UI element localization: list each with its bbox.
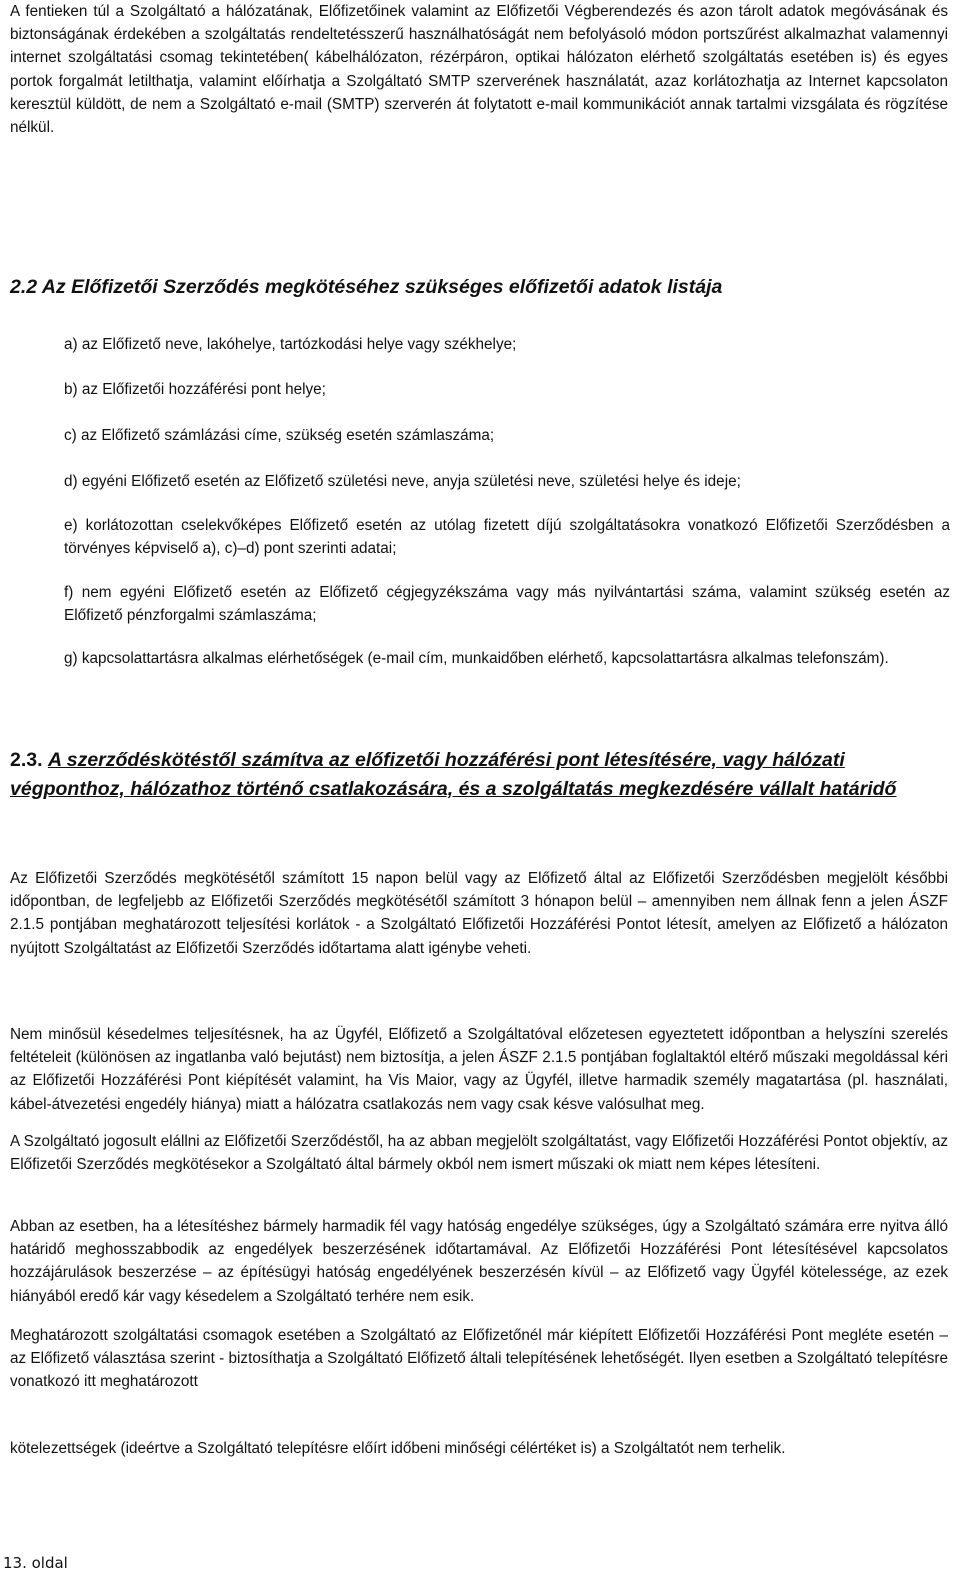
list-item-d: d) egyéni Előfizető esetén az Előfizető születési neve, anyja születési neve, születési helye és ideje;	[64, 473, 741, 490]
list-item-b: b) az Előfizetői hozzáférési pont helye;	[64, 381, 326, 398]
page-number: 13. oldal	[3, 1554, 68, 1572]
list-item-f: f) nem egyéni Előfizető esetén az Előfizető cégjegyzékszáma vagy más nyilvántartási száma, valamint szükség esetén az Előfizető pénzforgalmi számlaszáma;	[64, 584, 950, 625]
section-2-2-title: Az Előfizetői Szerződés megkötéséhez szükséges előfizetői adatok listája	[41, 276, 723, 298]
list-item-e: e) korlátozottan cselekvőképes Előfizető esetén az utólag fizetett díjú szolgáltatásokra vonatkozó Előfizetői Szerződésben a törvényes képviselő a), c)–d) pont szerinti adatai;	[64, 517, 950, 558]
section-2-3-paragraph-2: Nem minősül késedelmes teljesítésnek, ha az Ügyfél, Előfizető a Szolgáltatóval előzetesen egyeztetett időpontban a helyszíni szerelés feltételeit (különösen az ingatlanba való bejutást) nem biztosítja, a jelen ÁSZF 2.1.5 pontjában foglaltaktól eltérő műszaki megoldással kéri az Előfizetői Hozzáférési Pont kiépítését valamint, ha Vis Maior, vagy az Ügyfél, illetve harmadik személy magatartása (pl. használati, kábel-átvezetési engedély hiánya) miatt a hálózatra csatlakozás nem vagy csak késve valósulhat meg.	[10, 1026, 948, 1113]
section-2-3-paragraph-6: kötelezettségek (ideértve a Szolgáltató telepítésre előírt időbeni minőségi célértéket is) a Szolgáltatót nem terhelik.	[10, 1440, 786, 1457]
section-2-2-number: 2.2	[10, 276, 38, 298]
section-2-3-paragraph-5: Meghatározott szolgáltatási csomagok esetében a Szolgáltató az Előfizetőnél már kiépített Előfizetői Hozzáférési Pont megléte esetén – az Előfizető választása szerint - biztosíthatja a Szolgáltató Előfizető általi telepítésének lehetőségét. Ilyen esetben a Szolgáltató telepítésre vonatkozó itt meghatározott	[10, 1327, 948, 1391]
section-2-2-heading	[10, 273, 722, 301]
section-2-3-heading	[10, 746, 950, 803]
section-2-3-paragraph-4: Abban az esetben, ha a létesítéshez bármely harmadik fél vagy hatóság engedélye szükséges, úgy a Szolgáltató számára erre nyitva álló határidő meghosszabbodik az engedélyek beszerzésének időtartamával. Az Előfizetői Hozzáférési Pont létesítésével kapcsolatos hozzájárulások beszerzése – az építésügyi hatóság engedélyének beszerzésén kívül – az Előfizető vagy Ügyfél kötelessége, az ezek hiányából eredő kár vagy késedelem a Szolgáltató terhére nem esik.	[10, 1218, 948, 1305]
section-2-3-number: 2.3.	[10, 749, 43, 771]
list-item-a: a) az Előfizető neve, lakóhelye, tartózkodási helye vagy székhelye;	[64, 336, 517, 353]
section-2-3-paragraph-1: Az Előfizetői Szerződés megkötésétől számított 15 napon belül vagy az Előfizető által az Előfizetői Szerződésben megjelölt későbbi időpontban, de legfeljebb az Előfizetői Szerződés megkötésétől számított 3 hónapon belül – amennyiben nem állnak fenn a jelen ÁSZF 2.1.5 pontjában meghatározott teljesítési korlátok - a Szolgáltató Előfizetői Hozzáférési Pontot létesít, amelyen az Előfizető a hálózaton nyújtott Szolgáltatást az Előfizetői Szerződés időtartama alatt igénybe veheti.	[10, 870, 948, 957]
list-item-g: g) kapcsolattartásra alkalmas elérhetőségek (e-mail cím, munkaidőben elérhető, kapcsolattartásra alkalmas telefonszám).	[64, 650, 889, 667]
list-item-c: c) az Előfizető számlázási címe, szükség esetén számlaszáma;	[64, 427, 495, 444]
section-2-3-title: A szerződéskötéstől számítva az előfizetői hozzáférési pont létesítésére, vagy hálózati végponthoz, hálózathoz történő csatlakozására, és a szolgáltatás megkezdésére vállalt határidő	[10, 749, 897, 800]
intro-paragraph: A fentieken túl a Szolgáltató a hálózatának, Előfizetőinek valamint az Előfizetői Végberendezés és azon tárolt adatok megóvásának és biztonságának érdekében a szolgáltatás rendeltetésszerű használhatóságát nem befolyásoló módon portszűrést alkalmazhat valamennyi internet szolgáltatási csomag tekintetében( kábelhálózaton, rézérpáron, optikai hálózaton elérhető szolgáltatás esetében is) és egyes portok forgalmát letilthatja, valamint előírhatja a Szolgáltató SMTP szerverének használatát, azaz korlátozhatja az Internet kapcsolaton keresztül küldött, de nem a Szolgáltató e-mail (SMTP) szerverén át folytatott e-mail kommunikációt annak tartalmi vizsgálata és rögzítése nélkül.	[10, 3, 948, 137]
section-2-3-paragraph-3: A Szolgáltató jogosult elállni az Előfizetői Szerződéstől, ha az abban megjelölt szolgáltatást, vagy Előfizetői Hozzáférési Pontot objektív, az Előfizetői Szerződés megkötésekor a Szolgáltató által bármely okból nem ismert műszaki ok miatt nem képes létesíteni.	[10, 1133, 948, 1174]
